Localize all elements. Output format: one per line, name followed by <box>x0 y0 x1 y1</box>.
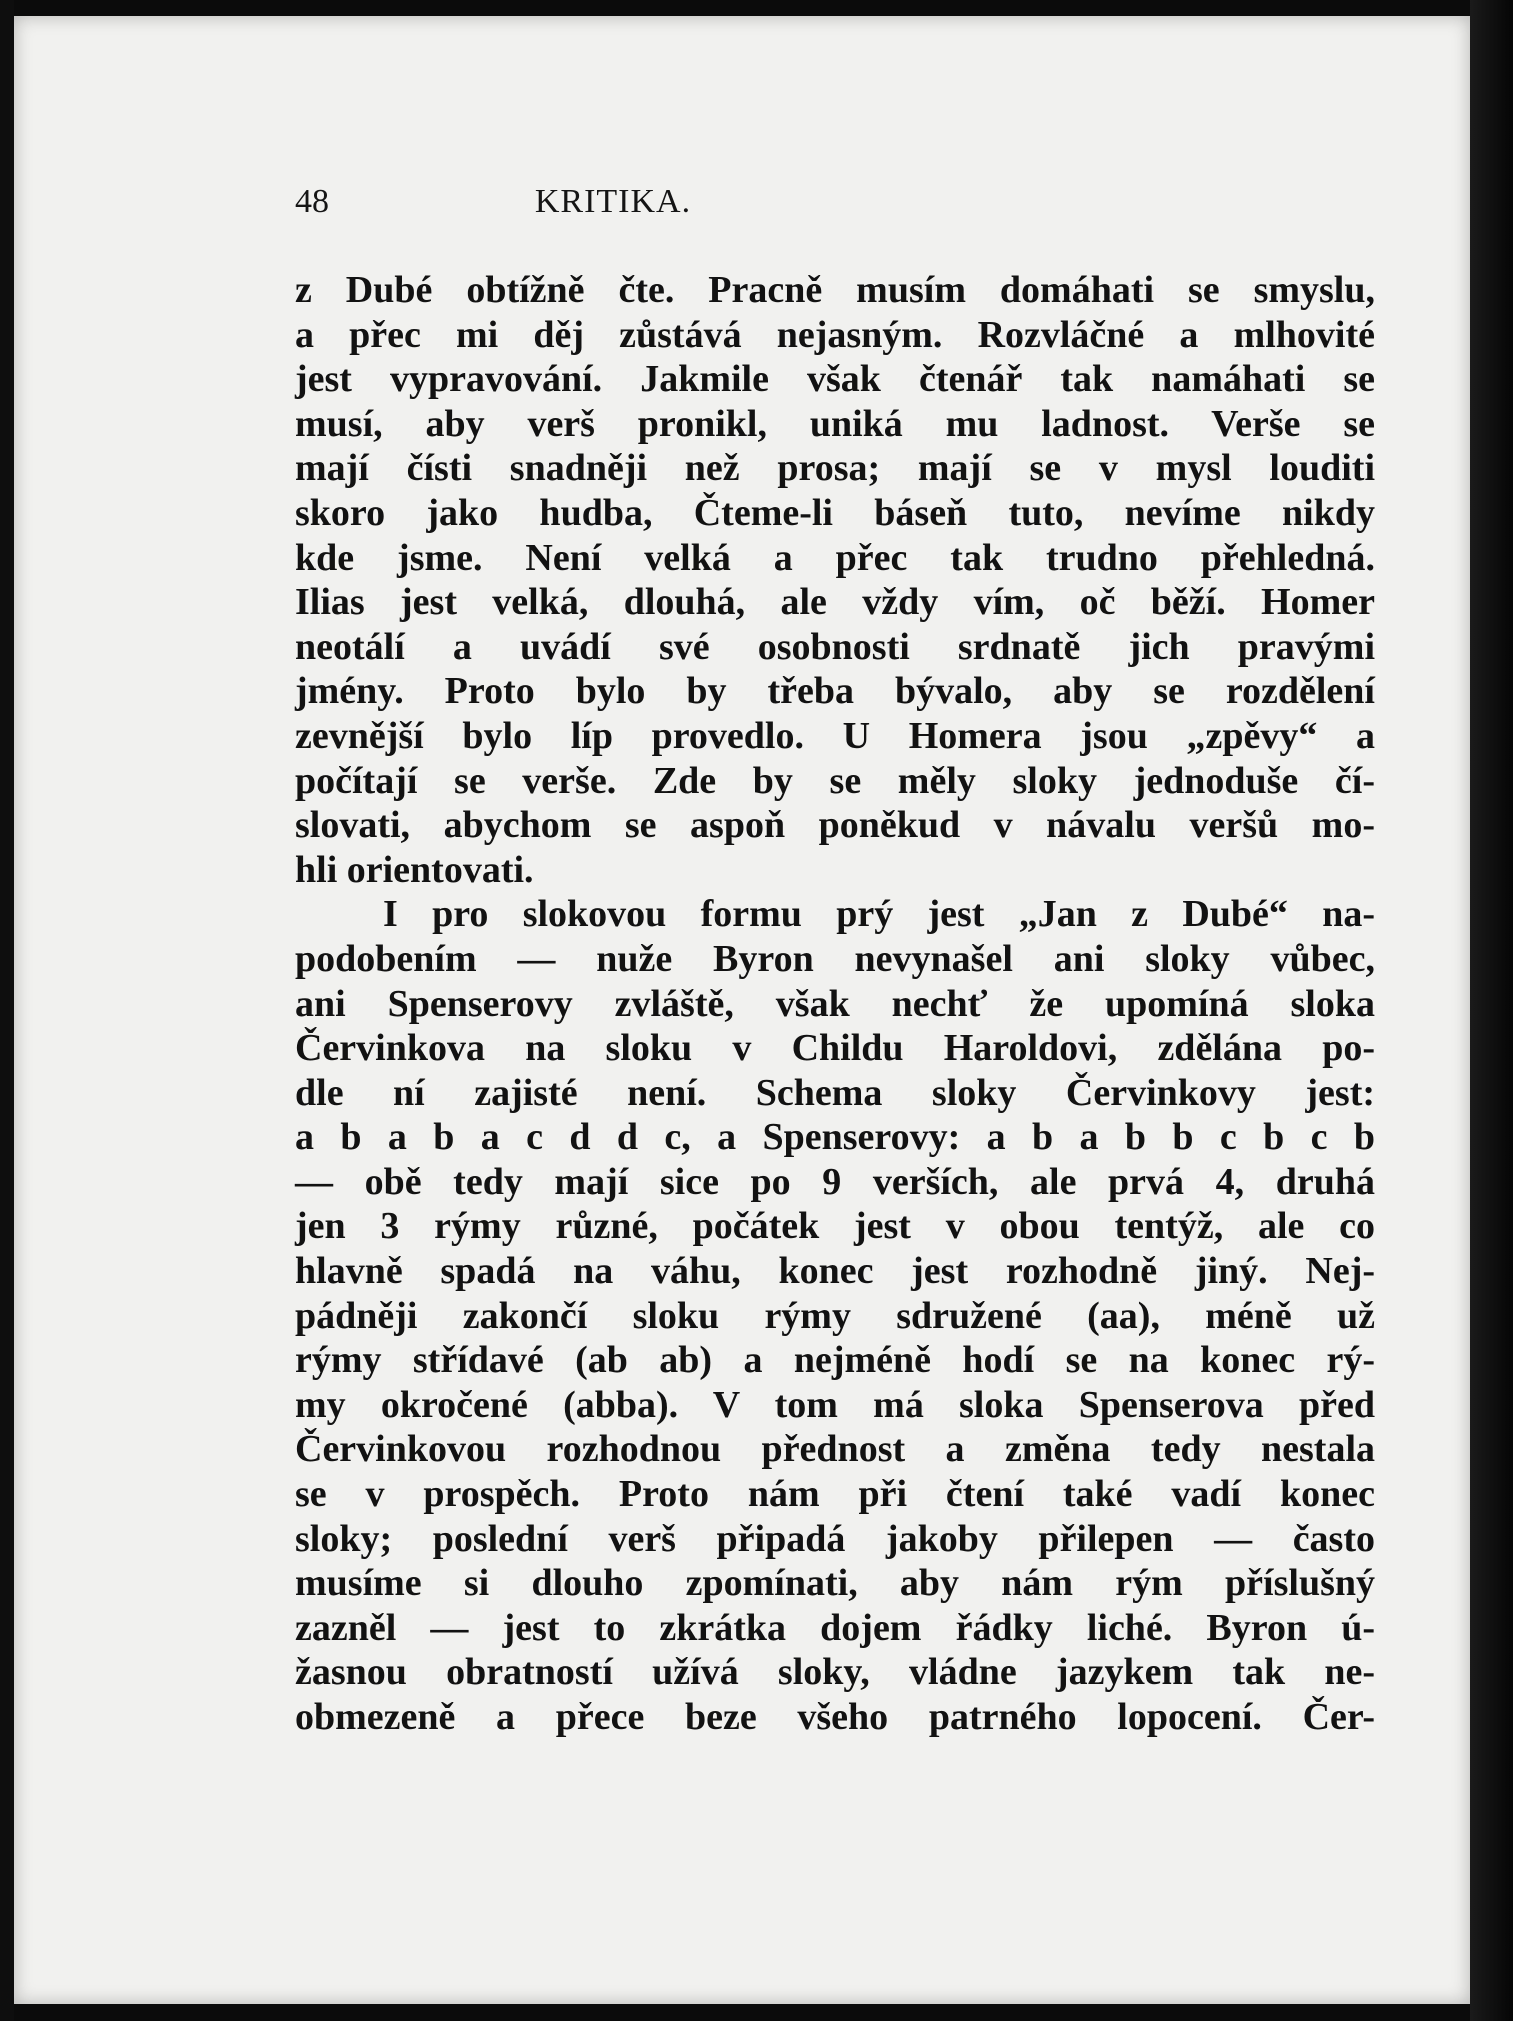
text-line-1: z Dubé obtížně čte. Pracně musím domáhati se smyslu, <box>295 269 1375 311</box>
text-line-2: a přec mi děj zůstává nejasným. Rozvláčné a mlhovité <box>295 313 1375 356</box>
page-number: 48 <box>295 183 329 220</box>
text-line-28: se v prospěch. Proto nám při čtení také vadí konec <box>295 1473 1375 1516</box>
text-line-8: Ilias jest velká, dlouhá, ale vždy vím, oč běží. Homer <box>295 581 1375 624</box>
text-line-25: rýmy střídavé (ab ab) a nejméně hodí se na konec rý- <box>295 1339 1375 1382</box>
text-line-16: podobením — nuže Byron nevynašel ani sloky vůbec, <box>295 937 1375 980</box>
text-line-12: počítají se verše. Zde by se měly sloky jednoduše čí- <box>295 759 1375 802</box>
text-line-7: kde jsme. Není velká a přec tak trudno přehledná. <box>295 536 1375 579</box>
text-line-26: my okročené (abba). V tom má sloka Spenserova před <box>295 1383 1375 1426</box>
text-line-13: slovati, abychom se aspoň poněkud v návalu veršů mo- <box>295 804 1375 847</box>
text-line-24: pádněji zakončí sloku rýmy sdružené (aa), méně už <box>295 1294 1375 1337</box>
text-line-19: dle ní zajisté není. Schema sloky Červinkovy jest: <box>295 1071 1375 1114</box>
text-line-22: jen 3 rýmy různé, počátek jest v obou tentýž, ale co <box>295 1205 1375 1248</box>
text-line-29: sloky; poslední verš připadá jakoby přilepen — často <box>295 1517 1375 1560</box>
text-line-31: zazněl — jest to zkrátka dojem řádky liché. Byron ú- <box>295 1606 1375 1649</box>
text-line-32: žasnou obratností užívá sloky, vládne jazykem tak ne- <box>295 1651 1375 1694</box>
text-line-27: Červinkovou rozhodnou přednost a změna tedy nestala <box>295 1428 1375 1471</box>
text-line-18: Červinkova na sloku v Childu Haroldovi, zdělána po- <box>295 1027 1375 1070</box>
body-text <box>295 268 1375 1740</box>
text-line-10: jmény. Proto bylo by třeba bývalo, aby se rozdělení <box>295 670 1375 713</box>
text-line-20: a b a b a c d d c, a Spenserovy: a b a b b c b c b <box>295 1116 1375 1159</box>
running-title: KRITIKA. <box>534 183 692 220</box>
running-head <box>295 183 931 227</box>
text-line-4: musí, aby verš pronikl, uniká mu ladnost. Verše se <box>295 402 1375 445</box>
text-line-17: ani Spenserovy zvláště, však nechť že upomíná sloka <box>295 982 1375 1025</box>
text-line-30: musíme si dlouho zpomínati, aby nám rým příslušný <box>295 1562 1375 1605</box>
text-line-11: zevnější bylo líp provedlo. U Homera jsou „zpěvy“ a <box>295 714 1375 757</box>
text-line-6: skoro jako hudba, Čteme-li báseň tuto, nevíme nikdy <box>295 491 1375 534</box>
text-line-23: hlavně spadá na váhu, konec jest rozhodně jiný. Nej- <box>295 1250 1375 1293</box>
text-line-33: obmezeně a přece beze všeho patrného lopocení. Čer- <box>295 1696 1375 1738</box>
scan-border-left <box>0 0 14 2021</box>
text-line-14: hli orientovati. <box>295 848 534 891</box>
text-line-5: mají čísti snadněji než prosa; mají se v mysl louditi <box>295 447 1375 490</box>
text-line-15: I pro slokovou formu prý jest „Jan z Dubé“ na- <box>383 893 1375 936</box>
text-line-3: jest vypravování. Jakmile však čtenář tak namáhati se <box>295 358 1375 401</box>
text-line-9: neotálí a uvádí své osobnosti srdnatě jich pravými <box>295 625 1375 668</box>
scan-border-right <box>1470 0 1513 2021</box>
text-line-21: — obě tedy mají sice po 9 verších, ale prvá 4, druhá <box>295 1160 1375 1203</box>
